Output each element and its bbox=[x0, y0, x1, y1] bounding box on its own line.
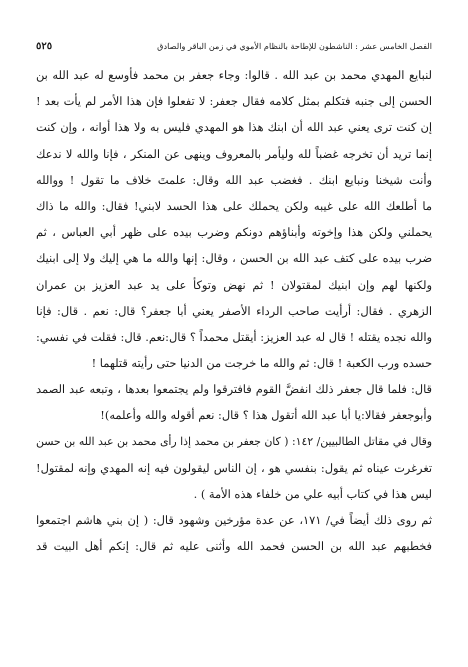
text-line: يحملني ولكن هذا وإخوته وأبناؤهم دونكم وضرب بيده على ظهر أبي العباس ، ثم bbox=[36, 225, 432, 240]
page-number: ٥٢٥ bbox=[36, 40, 53, 52]
text-line: لنبايع المهدي محمد بن عبد الله . قالوا: وجاء جعفر بن محمد فأوسع له عبد الله بن bbox=[36, 68, 432, 82]
text-line: والله نجده يقتله ! قال له عبد العزيز: أيقتل محمداً ؟ قال:نعم. قال: فقلت في نفسي: bbox=[36, 329, 432, 344]
text-line: إن كنت ترى يعني عبد الله أن ابنك هذا هو المهدي فليس به ولا هذا أوانه ، وإن كنت bbox=[36, 120, 432, 135]
text-line: ليس هذا في كتاب أبيه علي من خلفاء هذه الأمة ) . bbox=[193, 487, 432, 501]
text-line: ولكنها لهم وإن ابنيك لمقتولان ! ثم نهض وتوكأ على يد عبد العزيز بن عمران bbox=[36, 277, 432, 292]
page-header bbox=[36, 38, 432, 54]
text-line: تغرغرت عيناه ثم يقول: بنفسي هو ، إن الناس ليقولون فيه إنه المهدي وإنه لمقتول! bbox=[36, 460, 432, 475]
text-line: حسده ورب الكعبة ! قال: ثم والله ما خرجت من الدنيا حتى رأيته قتلهما ! bbox=[91, 356, 432, 371]
text-line: فخطبهم عبد الله بن الحسن فحمد الله وأثنى عليه ثم قال: إنكم أهل البيت قد bbox=[36, 539, 432, 554]
page-body bbox=[36, 62, 432, 560]
text-line: ضرب بيده على كتف عبد الله بن الحسن ، وقال: إنها والله ما هي إليك ولا إلى ابنيك bbox=[36, 251, 432, 266]
text-line: وقال في مقاتل الطالبيين/ ١٤٢: ( كان جعفر بن محمد إذا رأى محمد بن عبد الله بن حسن bbox=[36, 434, 432, 448]
text-line: قال: فلما قال جعفر ذلك انفضَّ القوم فافترقوا ولم يجتمعوا بعدها ، وتبعه عبد الصمد bbox=[36, 382, 432, 397]
running-header-title: الفصل الخامس عشر : الناشطون للإطاحة بالنظام الأموي في زمن الباقر والصادق bbox=[157, 41, 432, 51]
text-line: وأنت شيخنا ونبايع ابنك . فغضب عبد الله وقال: علمتَ خلاف ما تقول ! ووالله bbox=[36, 172, 432, 187]
text-line: ثم روى ذلك أيضاً في/ ١٧١، عن عدة مؤرخين وشهود قال: ( إن بني هاشم اجتمعوا bbox=[36, 513, 432, 528]
text-line: ما أطلعك الله على غيبه ولكن يحملك على هذا الحسد لابني! فقال: والله ما ذاك bbox=[36, 198, 432, 213]
text-line: الزهري . فقال: أرأيت صاحب الرداء الأصفر يعني أبا جعفر؟ قال: نعم . قال: فإنا bbox=[36, 303, 432, 318]
text-line: إنما تريد أن تخرجه غضباً لله وليأمر بالمعروف وينهى عن المنكر ، فإنا والله لا ندعك bbox=[36, 146, 432, 161]
text-line: الحسن إلى جنبه فتكلم بمثل كلامه فقال جعفر: لا تفعلوا فإن هذا الأمر لم يأت بعد ! bbox=[36, 94, 432, 109]
text-line: وأبوجعفر فقالا:يا أبا عبد الله أتقول هذا ؟ قال: نعم أقوله والله وأعلمه)! bbox=[100, 408, 432, 423]
